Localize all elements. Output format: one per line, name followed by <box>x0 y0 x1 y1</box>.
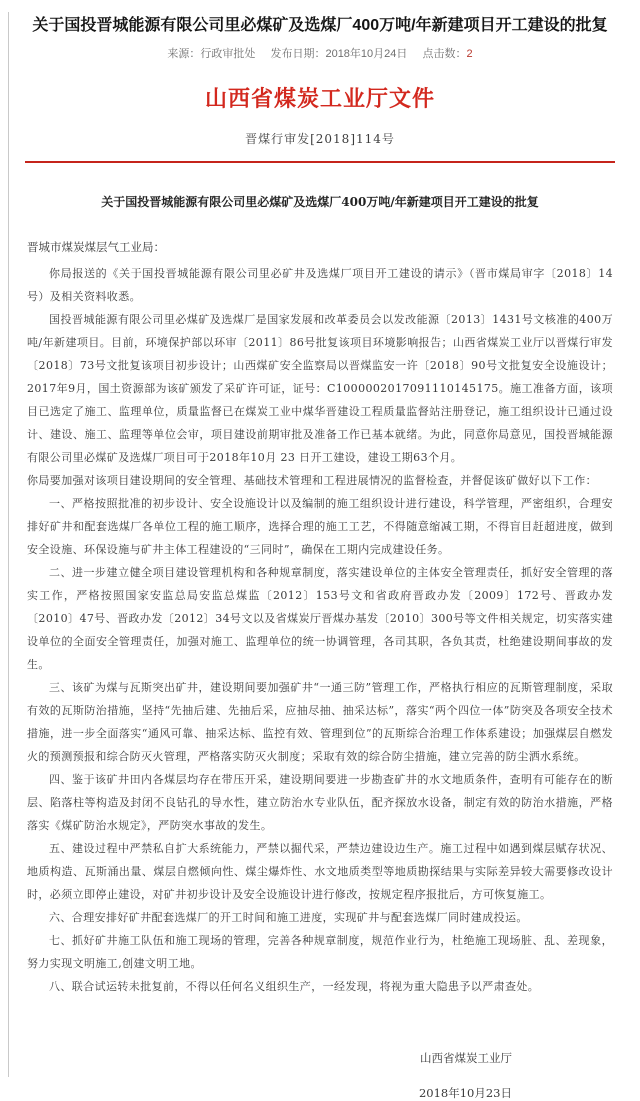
meta-clicks <box>422 48 472 60</box>
article-meta <box>0 45 640 61</box>
signature-date: 2018年10月23日 <box>418 1086 512 1100</box>
meta-clicks-label: 点击数： <box>422 48 467 60</box>
body-paragraph: 三、该矿为煤与瓦斯突出矿井，建设期间要加强矿井“一通三防”管理工作，严格执行相应的瓦斯管理制度，采取有效的瓦斯防治措施，坚持“先抽后建、先抽后采，应抽尽抽、抽采达标”，落实“两个四位一体”防突及各项安全技术措施，进一步全面落实“通风可靠、抽采达标、监控有效、管理到位”的瓦斯综合治理工作体系建设；加强煤层自燃发火的预测预报和综合防灭火管理，严格落实防灭火制度；采取有效的综合防尘措施，建立完善的防尘洒水系统。 <box>27 681 613 763</box>
page-title: 关于国投晋城能源有限公司里必煤矿及选煤厂400万吨/年新建项目开工建设的批复 <box>32 17 608 34</box>
signature-block <box>0 1050 640 1101</box>
document-number: 晋煤行审发[2018]114号 <box>245 132 395 146</box>
meta-date <box>270 48 407 60</box>
meta-source-label: 来源： <box>167 48 201 60</box>
meta-date-value: 2018年10月24日 <box>325 48 408 60</box>
body-paragraph: 二、进一步建立健全项目建设管理机构和各种规章制度，落实建设单位的主体安全管理责任，抓好安全管理的落实工作，严格按照国家安监总局安监总煤监〔2012〕153号文和省政府晋政办发〔2009〕172号、晋政办发〔2010〕47号、晋政办发〔2012〕34号文以及省煤炭厅晋煤办基发〔2010〕300号等文件相关规定，切实落实建设单位的全面安全管理责任，加强对施工、监理单位的统一协调管理，各司其职，各负其责，杜绝建设期间事故的发生。 <box>27 566 613 671</box>
salutation: 晋城市煤炭煤层气工业局： <box>27 240 165 254</box>
letterhead-red-divider <box>25 161 615 163</box>
article-page <box>0 12 640 1100</box>
meta-clicks-value: 2 <box>466 48 473 60</box>
body-paragraph: 你局报送的《关于国投晋城能源有限公司里必矿井及选煤厂项目开工建设的请示》（晋市煤局审字〔2018〕14号）及相关资料收悉。 <box>27 267 613 303</box>
body-paragraph: 八、联合试运转未批复前，不得以任何名义组织生产，一经发现，将视为重大隐患予以严肃查处。 <box>49 980 540 993</box>
document-title: 关于国投晋城能源有限公司里必煤矿及选煤厂400万吨/年新建项目开工建设的批复 <box>101 195 539 209</box>
body-paragraphs <box>0 262 640 998</box>
body-paragraph: 五、建设过程中严禁私自扩大系统能力，严禁以掘代采，严禁边建设边生产。施工过程中如遇到煤层赋存状况、地质构造、瓦斯涌出量、煤层自燃倾向性、煤尘爆炸性、水文地质类型等地质勘探结果与实际差异较大需要修改设计时，必须立即停止建设，对矿井初步设计及安全设施设计进行修改，按规定程序报批后，方可恢复施工。 <box>27 842 613 901</box>
body-paragraph: 七、抓好矿井施工队伍和施工现场的管理，完善各种规章制度，规范作业行为，杜绝施工现场脏、乱、差现象，努力实现文明施工,创建文明工地。 <box>27 934 613 970</box>
meta-date-label: 发布日期： <box>270 48 326 60</box>
body-paragraph: 六、合理安排好矿井配套选煤厂的开工时间和施工进度，实现矿井与配套选煤厂同时建成投运。 <box>49 911 528 924</box>
meta-source-value: 行政审批处 <box>200 48 256 60</box>
body-paragraph: 国投晋城能源有限公司里必煤矿及选煤厂是国家发展和改革委员会以发改能源〔2013〕1431号文核准的400万吨/年新建项目。目前，环境保护部以环审〔2011〕86号批复该项目环境影响报告；山西省煤炭工业厅以晋煤行审发〔2018〕73号文批复该项目初步设计；山西煤矿安全监察局以晋煤监安一许〔2018〕90号文批复安全设施设计； 2017年9月，国土资源部为该矿颁发了采矿许可证，证号：C1000002017091110145175。施工准备方面，该项目已选定了施工、监理单位，质量监督已在煤炭工业中煤华晋建设工程质量监督站注册登记，施工组织设计已通过设计、建设、施工、监理等单位会审，项目建设前期审批及准备工作已基本就绪。为此，同意你局意见，国投晋城能源有限公司里必煤矿及选煤厂项目可于2018年10月 23 日开工建设，建设工期63个月。 <box>27 313 613 464</box>
body-paragraph: 一、严格按照批准的初步设计、安全设施设计以及编制的施工组织设计进行建设，科学管理，严密组织，合理安排好矿井和配套选煤厂各单位工程的施工顺序，选择合理的施工工艺，不得随意缩减工期，不得盲目赶超进度，做到安全设施、环保设施与矿井主体工程建设的“三同时”，确保在工期内完成建设任务。 <box>27 497 613 556</box>
body-paragraph: 四、鉴于该矿井田内各煤层均存在带压开采，建设期间要进一步勘查矿井的水文地质条件，查明有可能存在的断层、陷落柱等构造及封闭不良钻孔的导水性，建立防治水专业队伍，配齐探放水设备，制定有效的防治水措施，严格落实《煤矿防治水规定》，严防突水事故的发生。 <box>27 773 613 832</box>
body-paragraph: 你局要加强对该项目建设期间的安全管理、基础技术管理和工程进展情况的监督检查，并督促该矿做好以下工作： <box>27 474 597 487</box>
page-left-edge <box>8 12 9 1077</box>
signature-org: 山西省煤炭工业厅 <box>420 1051 512 1065</box>
letterhead-org-title: 山西省煤炭工业厅文件 <box>204 86 435 111</box>
meta-source <box>167 48 255 60</box>
